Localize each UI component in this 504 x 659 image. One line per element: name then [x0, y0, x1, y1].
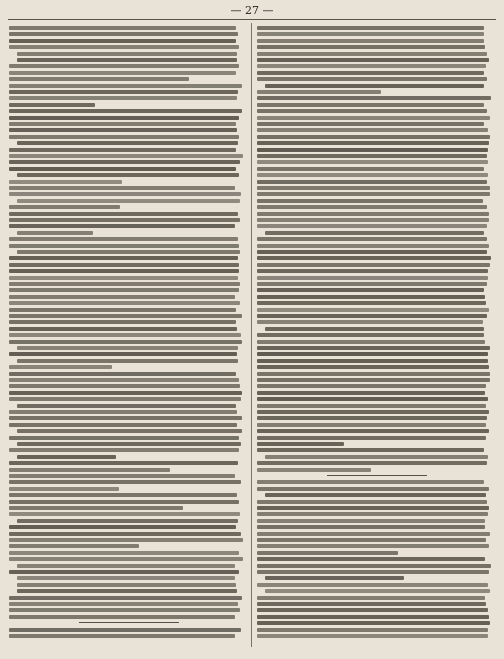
text-line — [257, 71, 484, 75]
text-line — [257, 346, 490, 350]
text-line — [257, 90, 381, 94]
text-line — [9, 263, 239, 267]
text-line — [17, 564, 235, 568]
text-line — [9, 416, 242, 420]
text-line — [257, 557, 485, 561]
text-line — [9, 448, 239, 452]
text-line — [9, 397, 241, 401]
text-line — [257, 583, 488, 587]
section-separator — [327, 475, 427, 476]
text-line — [257, 128, 488, 132]
text-line — [9, 557, 243, 561]
text-line — [9, 77, 189, 81]
header-rule — [8, 19, 496, 20]
text-line — [9, 180, 122, 184]
text-line — [257, 487, 489, 491]
text-line — [9, 480, 241, 484]
text-line — [257, 500, 487, 504]
text-line — [257, 173, 488, 177]
text-line — [9, 596, 242, 600]
text-line — [257, 301, 486, 305]
text-line — [265, 589, 490, 593]
text-line — [9, 544, 139, 548]
text-line — [257, 167, 484, 171]
text-line — [257, 397, 488, 401]
text-line — [257, 212, 489, 216]
text-line — [9, 71, 236, 75]
right-column — [257, 25, 495, 645]
text-line — [9, 32, 238, 36]
text-line — [257, 480, 484, 484]
text-line — [257, 416, 487, 420]
text-line — [257, 551, 398, 555]
text-line — [17, 346, 238, 350]
text-line — [9, 45, 239, 49]
text-line — [257, 410, 489, 414]
text-line — [257, 26, 484, 30]
text-line — [9, 365, 112, 369]
text-line — [257, 506, 489, 510]
text-line — [9, 64, 239, 68]
text-line — [257, 288, 484, 292]
text-line — [257, 615, 489, 619]
text-line — [9, 218, 240, 222]
text-line — [9, 301, 240, 305]
text-line — [9, 538, 243, 542]
text-line — [9, 493, 237, 497]
text-line — [9, 224, 235, 228]
text-line — [257, 141, 489, 145]
text-line — [17, 455, 116, 459]
text-line — [9, 391, 242, 395]
text-line — [257, 564, 491, 568]
text-line — [257, 103, 484, 107]
text-line — [257, 596, 485, 600]
text-line — [9, 327, 237, 331]
text-line — [9, 340, 242, 344]
text-line — [257, 135, 490, 139]
text-line — [257, 39, 484, 43]
text-line — [257, 237, 487, 241]
text-line — [257, 116, 490, 120]
text-line — [17, 52, 237, 56]
text-line — [9, 384, 240, 388]
text-line — [9, 244, 239, 248]
text-line — [9, 39, 236, 43]
text-line — [257, 365, 489, 369]
text-line — [9, 167, 236, 171]
text-line — [17, 199, 240, 203]
text-line — [9, 154, 243, 158]
text-line — [17, 576, 235, 580]
text-line — [257, 320, 483, 324]
text-line — [9, 237, 238, 241]
text-line — [257, 602, 486, 606]
text-line — [17, 442, 241, 446]
text-line — [257, 122, 484, 126]
text-line — [17, 141, 238, 145]
text-line — [9, 602, 238, 606]
text-line — [257, 295, 485, 299]
text-line — [257, 468, 371, 472]
text-line — [257, 384, 486, 388]
text-line — [257, 532, 490, 536]
text-line — [9, 570, 239, 574]
text-line — [257, 148, 488, 152]
text-line — [257, 423, 486, 427]
text-line — [257, 192, 490, 196]
text-line — [257, 96, 491, 100]
text-line — [9, 512, 240, 516]
text-line — [9, 487, 119, 491]
text-line — [9, 148, 236, 152]
text-line — [257, 634, 488, 638]
text-line — [257, 340, 485, 344]
text-line — [9, 333, 241, 337]
text-line — [257, 570, 489, 574]
text-line — [257, 538, 486, 542]
text-line — [257, 45, 485, 49]
text-line — [257, 205, 487, 209]
text-line — [9, 500, 239, 504]
text-line — [17, 429, 242, 433]
text-line — [257, 608, 488, 612]
text-line — [9, 212, 238, 216]
text-line — [9, 282, 240, 286]
text-line — [265, 576, 404, 580]
text-line — [257, 199, 483, 203]
text-line — [9, 90, 238, 94]
text-line — [9, 628, 241, 632]
page-number: — 27 — — [230, 4, 274, 17]
text-line — [17, 231, 93, 235]
text-line — [257, 628, 488, 632]
text-line — [9, 372, 236, 376]
text-line — [9, 103, 95, 107]
text-line — [17, 583, 236, 587]
text-line — [9, 84, 242, 88]
text-line — [257, 512, 488, 516]
text-line — [257, 448, 484, 452]
text-line — [17, 250, 240, 254]
text-line — [257, 269, 488, 273]
text-line — [265, 327, 484, 331]
text-line — [9, 378, 239, 382]
text-line — [9, 634, 235, 638]
text-line — [9, 109, 242, 113]
text-line — [257, 621, 490, 625]
text-line — [9, 352, 237, 356]
text-line — [257, 186, 490, 190]
text-line — [9, 26, 236, 30]
text-line — [9, 615, 235, 619]
text-line — [9, 461, 238, 465]
text-line — [9, 288, 239, 292]
text-line — [9, 320, 236, 324]
text-line — [257, 250, 487, 254]
text-line — [257, 244, 489, 248]
text-line — [9, 551, 239, 555]
text-line — [9, 160, 240, 164]
text-line — [257, 52, 487, 56]
text-line — [257, 359, 488, 363]
text-line — [257, 378, 490, 382]
text-line — [9, 135, 239, 139]
text-line — [265, 84, 484, 88]
text-line — [9, 314, 242, 318]
text-line — [9, 295, 235, 299]
text-line — [9, 122, 236, 126]
text-line — [257, 58, 489, 62]
text-line — [257, 154, 487, 158]
text-line — [17, 58, 237, 62]
text-line — [257, 282, 487, 286]
text-line — [257, 333, 484, 337]
text-line — [257, 314, 487, 318]
text-line — [257, 263, 490, 267]
text-line — [257, 372, 490, 376]
text-line — [257, 525, 485, 529]
text-line — [9, 468, 170, 472]
text-line — [9, 128, 237, 132]
text-line — [17, 359, 238, 363]
column-divider — [251, 23, 252, 647]
text-line — [9, 308, 236, 312]
text-line — [9, 276, 238, 280]
text-line — [257, 224, 487, 228]
text-line — [9, 256, 238, 260]
text-line — [9, 192, 241, 196]
text-line — [257, 352, 488, 356]
text-line — [265, 493, 486, 497]
text-line — [257, 180, 487, 184]
text-line — [257, 77, 487, 81]
text-line — [257, 109, 487, 113]
text-line — [9, 608, 240, 612]
left-column — [9, 25, 247, 645]
text-line — [265, 231, 484, 235]
text-line — [257, 308, 489, 312]
text-line — [257, 64, 486, 68]
section-separator — [79, 622, 179, 623]
text-line — [9, 525, 236, 529]
text-line — [257, 461, 487, 465]
text-line — [9, 410, 237, 414]
text-line — [257, 442, 344, 446]
text-line — [9, 532, 241, 536]
text-line — [9, 423, 237, 427]
text-line — [9, 474, 235, 478]
text-line — [9, 116, 239, 120]
text-line — [9, 205, 120, 209]
text-line — [257, 436, 486, 440]
text-line — [257, 519, 485, 523]
text-line — [257, 544, 489, 548]
text-line — [265, 455, 488, 459]
text-line — [9, 506, 183, 510]
text-line — [9, 269, 239, 273]
text-line — [17, 589, 237, 593]
text-line — [257, 160, 488, 164]
text-line — [17, 519, 238, 523]
text-line — [9, 436, 239, 440]
text-line — [257, 391, 485, 395]
text-line — [17, 173, 239, 177]
text-line — [257, 404, 486, 408]
text-line — [257, 276, 488, 280]
text-line — [9, 96, 237, 100]
text-line — [257, 32, 484, 36]
text-line — [9, 186, 235, 190]
text-line — [257, 218, 489, 222]
text-line — [257, 429, 489, 433]
text-line — [17, 404, 236, 408]
text-line — [257, 256, 491, 260]
